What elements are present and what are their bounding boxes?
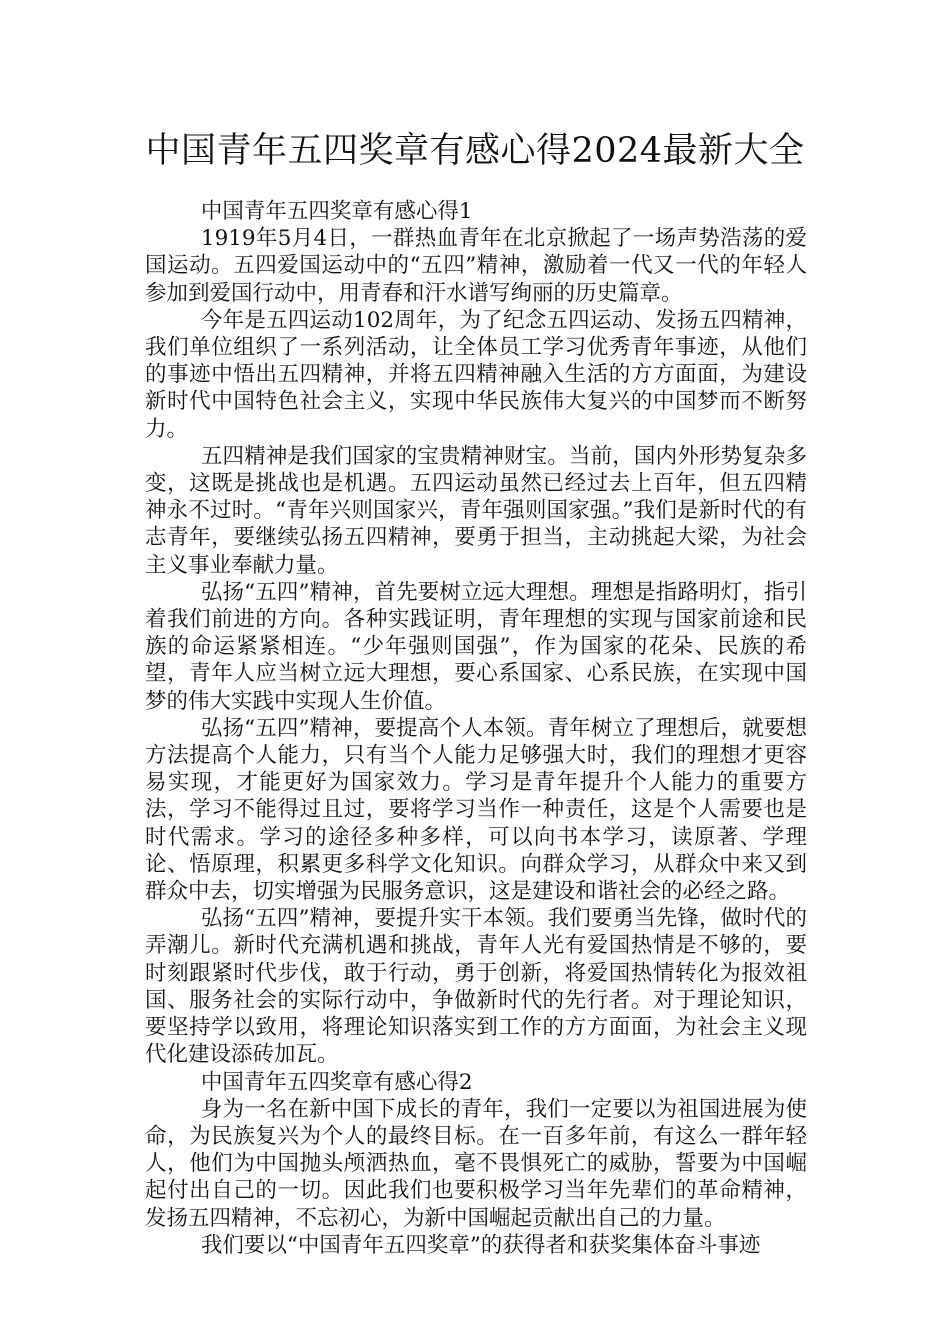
- document-body: [145, 198, 807, 1259]
- section-heading-1: 中国青年五四奖章有感心得1: [200, 199, 473, 224]
- paragraph: 弘扬“五四”精神，要提高个人本领。青年树立了理想后，就要想方法提高个人能力，只有当个人能力足够强大时，我们的理想才更容易实现，才能更好为国家效力。学习是青年提升个人能力的重要方法，学习不能得过且过，要将学习当作一种责任，这是个人需要也是时代需求。学习的途径多种多样，可以向书本学习，读原著、学理论、悟原理，积累更多科学文化知识。向群众学习，从群众中来又到群众中去，切实增强为民服务意识，这是建设和谐社会的必经之路。: [145, 715, 807, 905]
- paragraph: 1919年5月4日，一群热血青年在北京掀起了一场声势浩荡的爱国运动。五四爱国运动中的“五四”精神，激励着一代又一代的年轻人参加到爱国行动中，用青春和汗水谱写绚丽的历史篇章。: [145, 226, 807, 306]
- paragraph: 我们要以“中国青年五四奖章”的获得者和获奖集体奋斗事迹: [200, 1232, 761, 1258]
- section-heading-2: 中国青年五四奖章有感心得2: [200, 1069, 473, 1095]
- document-title: 中国青年五四奖章有感心得2024最新大全: [145, 131, 805, 171]
- paragraph: 弘扬“五四”精神，首先要树立远大理想。理想是指路明灯，指引着我们前进的方向。各种实践证明，青年理想的实现与国家前途和民族的命运紧紧相连。“少年强则国强”，作为国家的花朵、民族的希望，青年人应当树立远大理想，要心系国家、心系民族，在实现中国梦的伟大实践中实现人生价值。: [145, 579, 807, 714]
- paragraph: 今年是五四运动102周年，为了纪念五四运动、发扬五四精神，我们单位组织了一系列活动，让全体员工学习优秀青年事迹，从他们的事迹中悟出五四精神，并将五四精神融入生活的方方面面，为建设新时代中国特色社会主义，实现中华民族伟大复兴的中国梦而不断努力。: [145, 307, 807, 442]
- paragraph: 五四精神是我们国家的宝贵精神财宝。当前，国内外形势复杂多变，这既是挑战也是机遇。五四运动虽然已经过去上百年，但五四精神永不过时。“青年兴则国家兴，青年强则国家强。”我们是新时代的有志青年，要继续弘扬五四精神，要勇于担当，主动挑起大梁，为社会主义事业奉献力量。: [145, 443, 807, 578]
- paragraph: 身为一名在新中国下成长的青年，我们一定要以为祖国进展为使命，为民族复兴为个人的最终目标。在一百多年前，有这么一群年轻人，他们为中国抛头颅洒热血，毫不畏惧死亡的威胁，誓要为中国崛起付出自己的一切。因此我们也要积极学习当年先辈们的革命精神，发扬五四精神，不忘初心，为新中国崛起贡献出自己的力量。: [145, 1096, 807, 1231]
- paragraph: 弘扬“五四”精神，要提升实干本领。我们要勇当先锋，做时代的弄潮儿。新时代充满机遇和挑战，青年人光有爱国热情是不够的，要时刻跟紧时代步伐，敢于行动，勇于创新，将爱国热情转化为报效祖国、服务社会的实际行动中，争做新时代的先行者。对于理论知识，要坚持学以致用，将理论知识落实到工作的方方面面，为社会主义现代化建设添砖加瓦。: [145, 906, 807, 1068]
